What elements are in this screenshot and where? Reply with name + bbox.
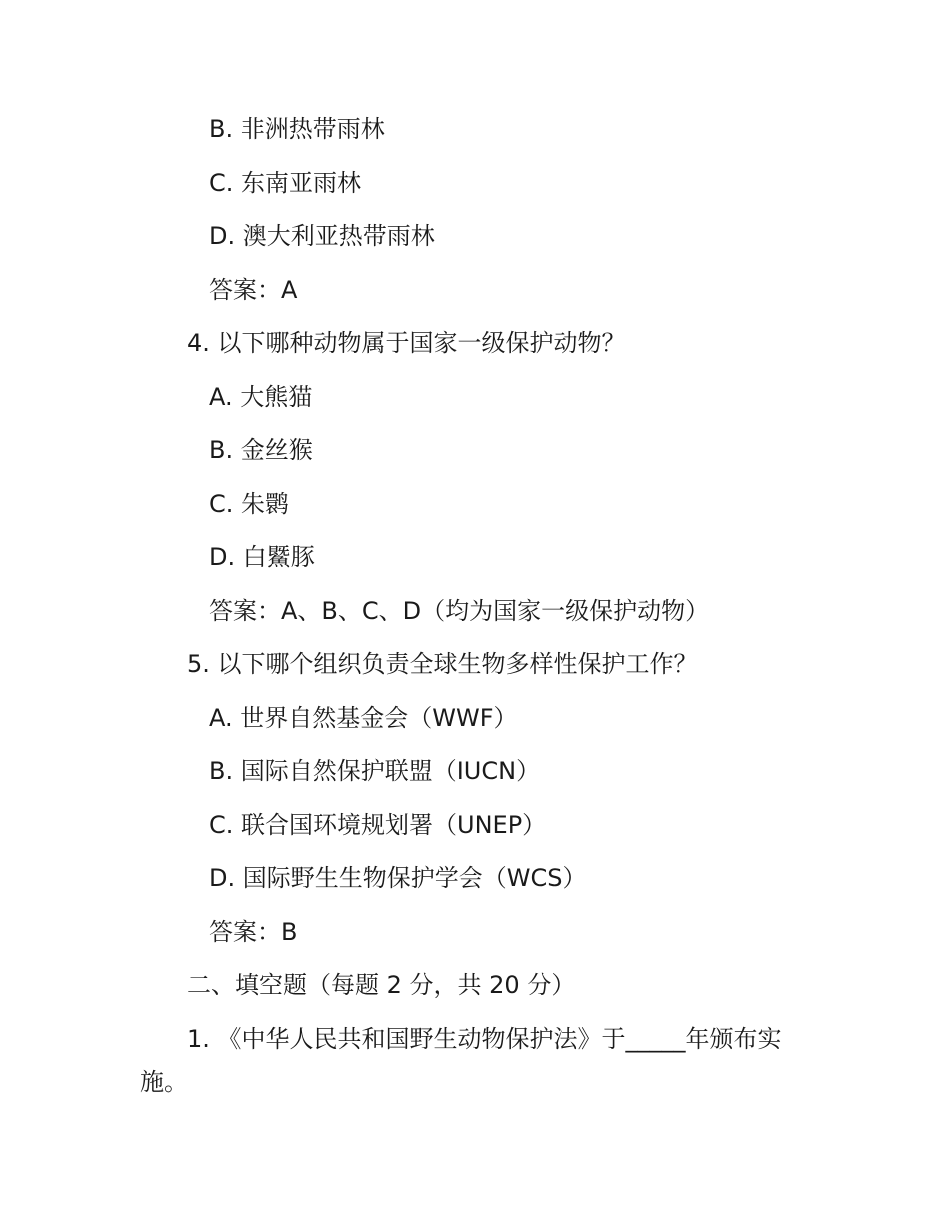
- q4-question: 4. 以下哪种动物属于国家一级保护动物？: [187, 329, 626, 357]
- q4-option-c: C. 朱鹮: [209, 490, 290, 518]
- fill-question-1-line1: 1. 《中华人民共和国野生动物保护法》于_____年颁布实: [187, 1025, 782, 1053]
- q3-answer: 答案：A: [209, 276, 298, 304]
- q3-option-d: D. 澳大利亚热带雨林: [209, 222, 435, 250]
- q4-option-a: A. 大熊猫: [209, 383, 313, 411]
- q5-option-c: C. 联合国环境规划署（UNEP）: [209, 811, 547, 839]
- q3-option-b: B. 非洲热带雨林: [209, 115, 385, 143]
- q5-answer: 答案：B: [209, 918, 298, 946]
- q5-option-b: B. 国际自然保护联盟（IUCN）: [209, 757, 541, 785]
- fill-question-1-line2: 施。: [140, 1068, 188, 1096]
- q4-option-d: D. 白鱀豚: [209, 543, 315, 571]
- q4-answer: 答案：A、B、C、D（均为国家一级保护动物）: [209, 597, 710, 625]
- q5-option-a: A. 世界自然基金会（WWF）: [209, 704, 518, 732]
- q3-option-c: C. 东南亚雨林: [209, 169, 362, 197]
- q5-question: 5. 以下哪个组织负责全球生物多样性保护工作？: [187, 650, 698, 678]
- q5-option-d: D. 国际野生生物保护学会（WCS）: [209, 864, 587, 892]
- section-heading: 二、填空题（每题 2 分，共 20 分）: [187, 971, 576, 999]
- q4-option-b: B. 金丝猴: [209, 436, 313, 464]
